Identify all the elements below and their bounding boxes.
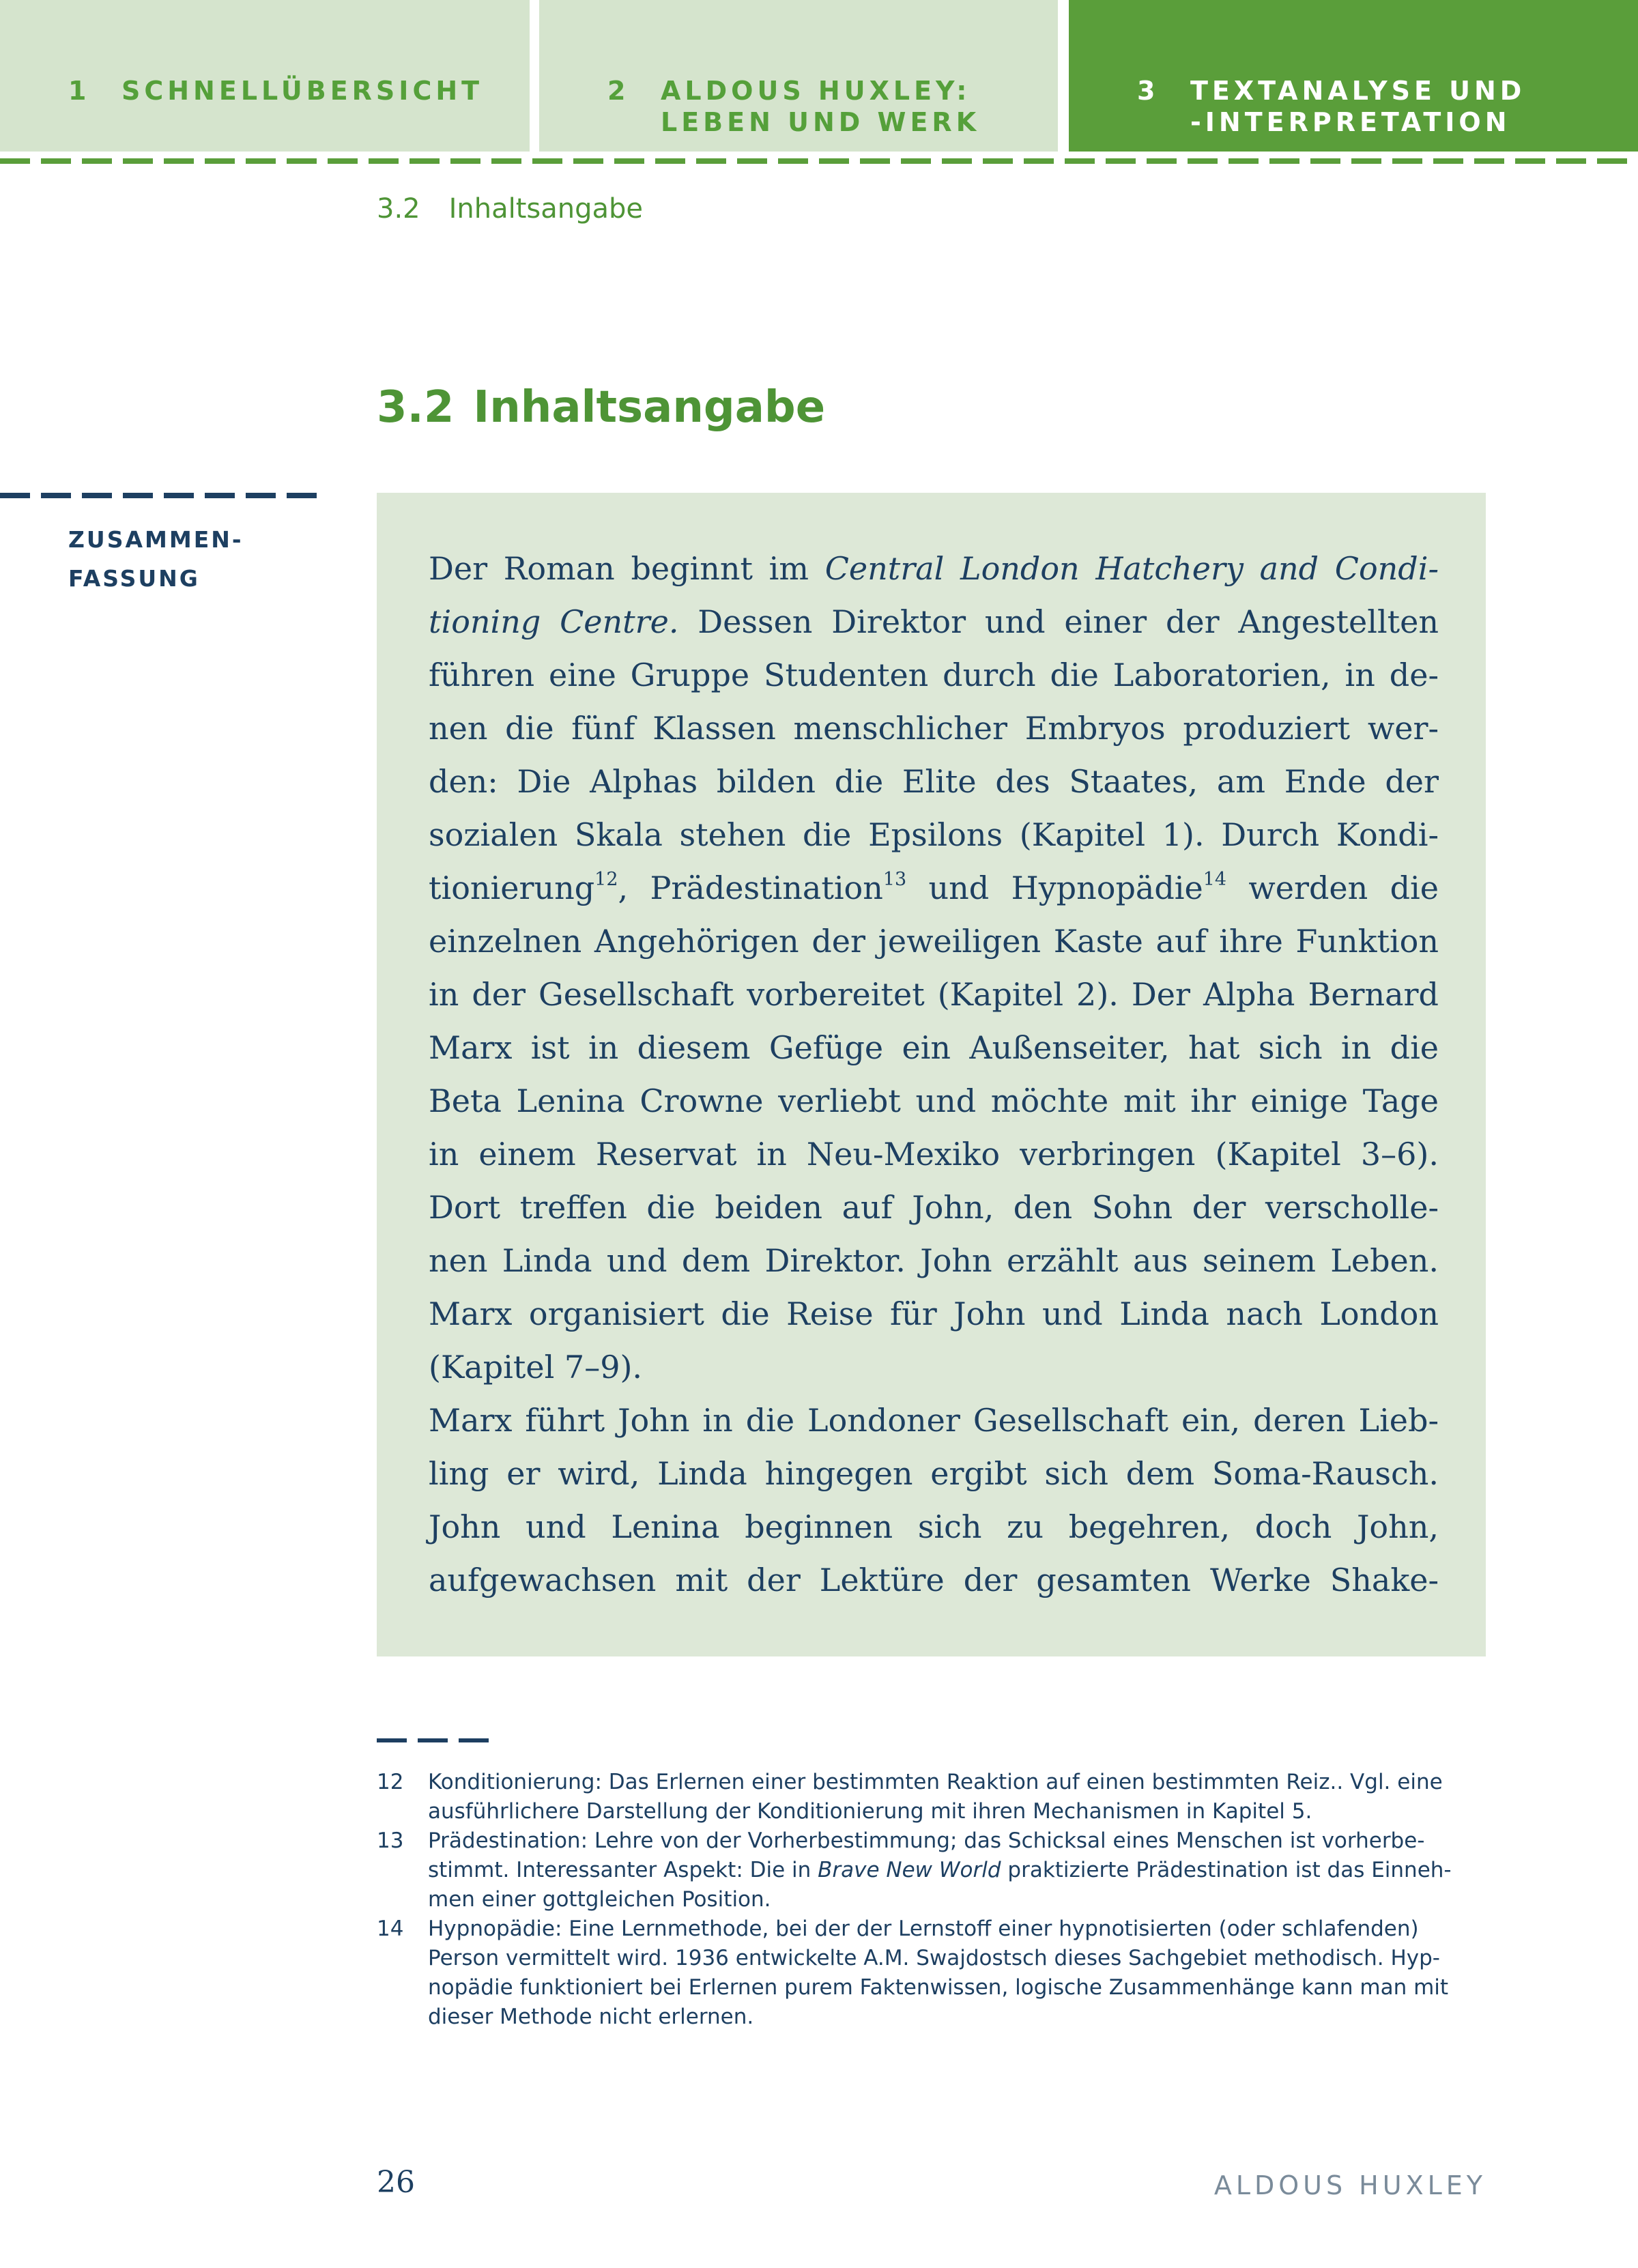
summary-line: ling er wird, Linda hingegen ergibt sich dem Soma-Rausch. <box>429 1455 1439 1492</box>
footer-author: ALDOUS HUXLEY <box>1213 2170 1486 2200</box>
header-dashed-divider <box>0 158 1638 164</box>
section-title <box>377 382 825 433</box>
summary-line: Marx führt John in die Londoner Gesellschaft ein, deren Lieb- <box>429 1402 1439 1439</box>
tab-aldous-huxley-leben-und-werk[interactable] <box>539 0 1058 152</box>
summary-text <box>429 542 1439 1607</box>
section-title-text: Inhaltsangabe <box>473 382 826 433</box>
tab-label: TEXTANALYSE UND -INTERPRETATION <box>1190 76 1526 137</box>
footnote-ref[interactable]: 13 <box>882 869 907 890</box>
footnote-13: 13 Prädestination: Lehre von der Vorherbestimmung; das Schicksal eines Menschen ist vorherbe- stimmt. Interessanter Aspekt: Die in Brave New World praktizierte Prädestination ist das Einneh- men einer gottgleichen Position. <box>377 1826 1486 1914</box>
summary-line: aufgewachsen mit der Lektüre der gesamten Werke Shake- <box>429 1562 1439 1598</box>
running-head-title: Inhaltsangabe <box>448 193 644 225</box>
summary-line: einzelnen Angehörigen der jeweiligen Kaste auf ihre Funktion <box>429 923 1439 960</box>
tab-label: ALDOUS HUXLEY: LEBEN UND WERK <box>661 76 981 137</box>
page-number: 26 <box>377 2165 415 2200</box>
running-head-number: 3.2 <box>377 193 420 225</box>
summary-line: in einem Reservat in Neu-Mexiko verbringen (Kapitel 3–6). <box>429 1136 1439 1173</box>
summary-line: (Kapitel 7–9). <box>429 1349 643 1386</box>
section-number: 3.2 <box>377 382 455 433</box>
running-head <box>377 193 643 225</box>
footnote-number: 13 <box>377 1828 404 1853</box>
summary-line: nen Linda und dem Direktor. John erzählt aus seinem Leben. <box>429 1242 1439 1279</box>
summary-line: sozialen Skala stehen die Epsilons (Kapitel 1). Durch Kondi- <box>429 816 1439 853</box>
footnote-number: 14 <box>377 1917 404 1941</box>
margin-dashed-divider <box>0 493 322 498</box>
footnote-number: 12 <box>377 1770 404 1794</box>
summary-line: Dort treffen die beiden auf John, den Sohn der verscholle- <box>429 1189 1439 1226</box>
footnote-ref[interactable]: 12 <box>594 869 618 890</box>
tab-number: 2 <box>607 76 630 106</box>
summary-line: tioning Centre. Dessen Direktor und einer der Angestellten <box>429 603 1439 640</box>
tab-number: 3 <box>1137 76 1160 106</box>
summary-line: den: Die Alphas bilden die Elite des Staates, am Ende der <box>429 763 1439 800</box>
footnote-ref[interactable]: 14 <box>1203 869 1227 890</box>
tab-label: SCHNELLÜBERSICHT <box>121 76 484 106</box>
footnote-14: 14 Hypnopädie: Eine Lernmethode, bei der der Lernstoff einer hypnotisierten (oder schlafenden) Person vermittelt wird. 1936 entwickelte A.M. Swajdostsch dieses Sachgebiet methodisch. Hyp- nopädie funktioniert bei Erlernen purem Faktenwissen, logische Zusammenhänge kann man mit dieser Methode nicht erlernen. <box>377 1914 1486 2032</box>
summary-line: Marx organisiert die Reise für John und Linda nach London <box>429 1295 1439 1332</box>
summary-line: Der Roman beginnt im Central London Hatchery and Condi- <box>429 550 1439 587</box>
summary-line: tionierung$^{12}$, Prädestination$^{13}$ und Hypnopädie$^{14}$ werden die <box>429 869 1439 906</box>
summary-line: Marx ist in diesem Gefüge ein Außenseiter, hat sich in die <box>429 1029 1439 1066</box>
summary-line: Beta Lenina Crowne verliebt und möchte mit ihr einige Tage <box>429 1082 1439 1119</box>
tab-number: 1 <box>68 76 91 106</box>
tab-textanalyse-und-interpretation[interactable] <box>1069 0 1638 152</box>
tab-schnelluebersicht[interactable] <box>0 0 530 152</box>
footnote-divider <box>377 1738 489 1742</box>
summary-line: John und Lenina beginnen sich zu begehren, doch John, <box>429 1508 1439 1545</box>
footnotes <box>377 1768 1486 2032</box>
footnote-12: 12 Konditionierung: Das Erlernen einer bestimmten Reaktion auf einen bestimmten Reiz.. Vgl. eine ausführlichere Darstellung der Konditionierung mit ihren Mechanismen in Kapitel 5. <box>377 1768 1486 1826</box>
summary-line: nen die fünf Klassen menschlicher Embryos produziert wer- <box>429 710 1439 747</box>
summary-line: in der Gesellschaft vorbereitet (Kapitel 2). Der Alpha Bernard <box>429 976 1439 1013</box>
margin-label-zusammenfassung: ZUSAMMEN- FASSUNG <box>68 526 244 592</box>
summary-line: führen eine Gruppe Studenten durch die Laboratorien, in de- <box>429 657 1439 693</box>
